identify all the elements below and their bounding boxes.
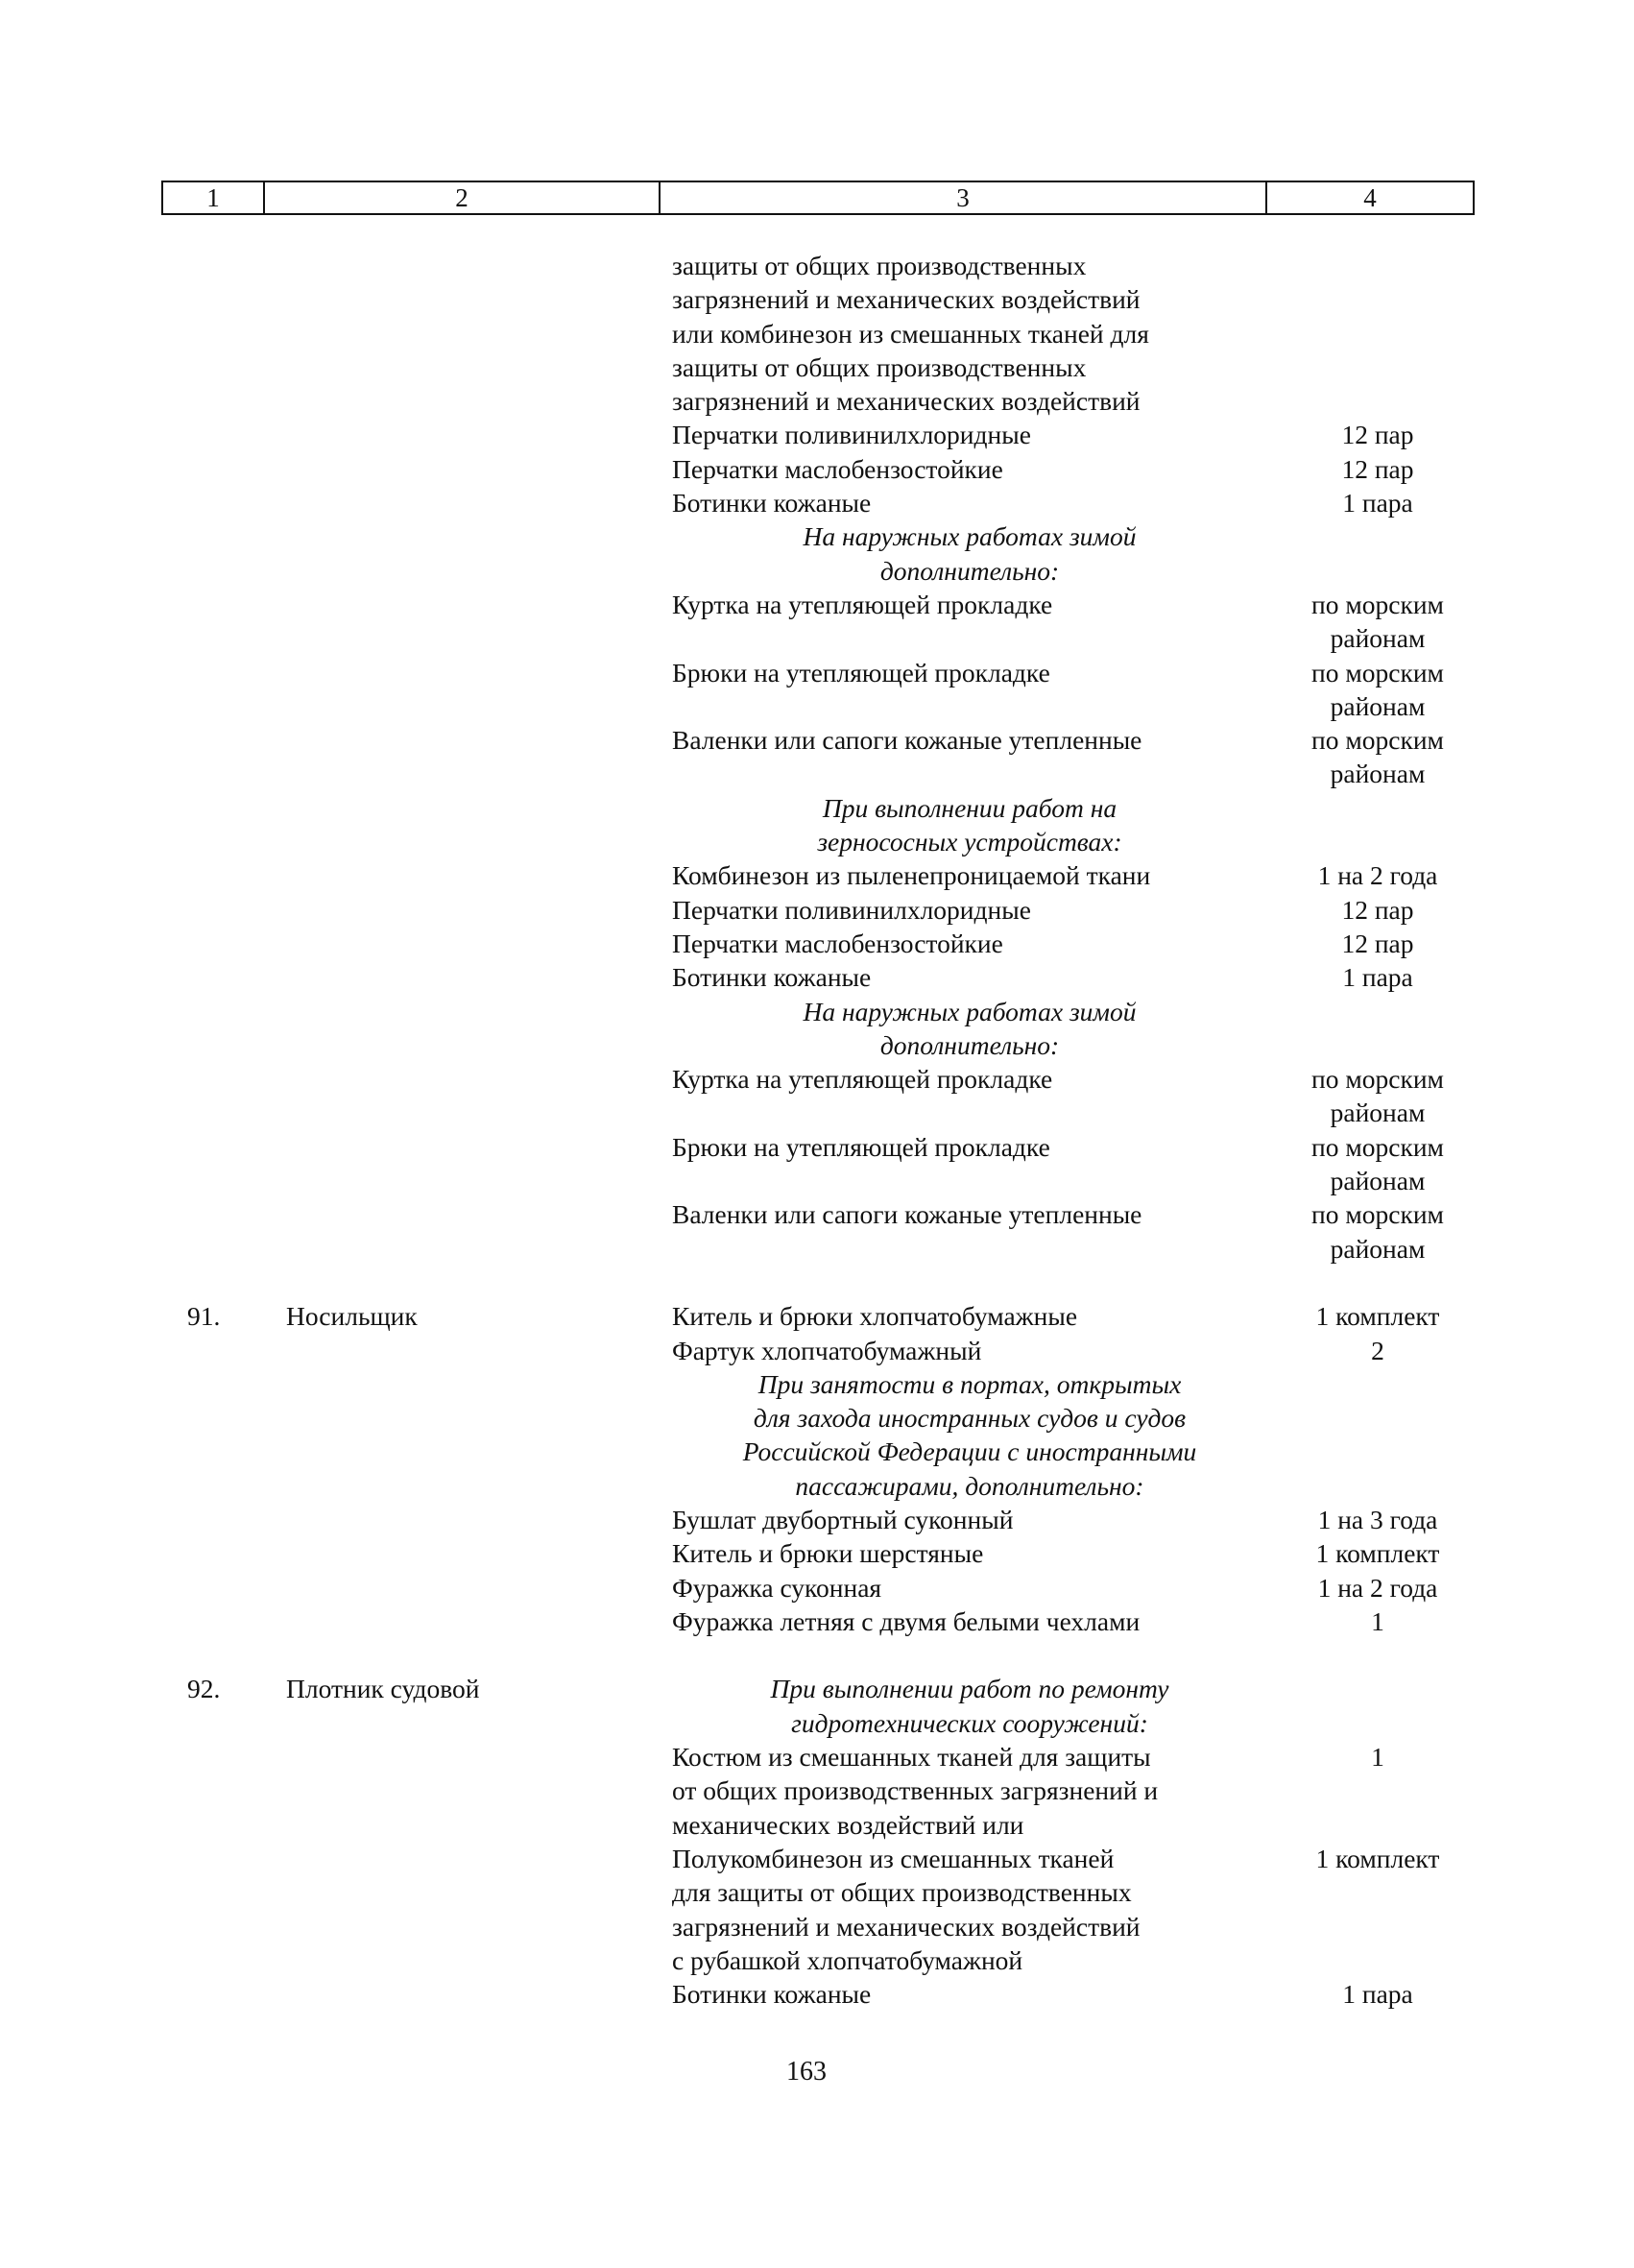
- section-subheading: для захода иностранных судов и судов: [753, 1403, 1187, 1434]
- item-quantity: по морским: [1311, 1199, 1444, 1230]
- section-subheading: При занятости в портах, открытых: [757, 1368, 1182, 1399]
- table-body: [0, 249, 1634, 2011]
- profession-name: Носильщик: [286, 1301, 418, 1332]
- item-quantity: 1 комплект: [1315, 1843, 1440, 1873]
- section-subheading: При выполнении работ на: [822, 792, 1117, 823]
- item-quantity: 1 комплект: [1315, 1301, 1440, 1332]
- item-description: защиты от общих производственных: [672, 351, 1087, 382]
- table-row: [0, 893, 1634, 927]
- table-row: [0, 656, 1634, 689]
- table-row: [0, 1232, 1634, 1266]
- header-col-2: 2: [265, 182, 661, 213]
- item-description: Фартук хлопчатобумажный: [672, 1335, 982, 1365]
- table-row: [0, 588, 1634, 621]
- item-description: Куртка на утепляющей прокладке: [672, 589, 1053, 619]
- section-subheading: дополнительно:: [879, 555, 1060, 586]
- item-description: Бушлат двубортный суконный: [672, 1504, 1014, 1534]
- header-col-4: 4: [1363, 183, 1377, 212]
- item-description: Перчатки маслобензостойкие: [672, 453, 1003, 484]
- item-description: Перчатки поливинилхлоридные: [672, 894, 1031, 925]
- item-description: для защиты от общих производственных: [672, 1877, 1132, 1908]
- item-description: Перчатки поливинилхлоридные: [672, 420, 1031, 450]
- item-quantity: районам: [1330, 690, 1426, 721]
- item-quantity: 12 пар: [1341, 453, 1414, 484]
- table-row: [0, 384, 1634, 418]
- section-subheading: гидротехнических сооружений:: [791, 1707, 1148, 1738]
- table-row: [0, 723, 1634, 757]
- item-description: Китель и брюки шерстяные: [672, 1538, 984, 1569]
- item-quantity: районам: [1330, 1233, 1426, 1264]
- table-row: [0, 1571, 1634, 1604]
- table-row: [0, 249, 1634, 282]
- item-quantity: районам: [1330, 623, 1426, 654]
- item-description: Брюки на утепляющей прокладке: [672, 657, 1050, 688]
- table-row: [0, 1401, 1634, 1435]
- item-quantity: 1 на 2 года: [1317, 1572, 1438, 1603]
- table-row: [0, 825, 1634, 858]
- header-col-1: 1: [163, 182, 265, 213]
- table-row: [0, 927, 1634, 960]
- section-subheading: зернососных устройствах:: [817, 827, 1122, 857]
- table-row: [0, 1604, 1634, 1638]
- item-description: Ботинки кожаные: [672, 1979, 872, 2010]
- item-description: Валенки или сапоги кожаные утепленные: [672, 1199, 1142, 1230]
- section-subheading: При выполнении работ по ремонту: [770, 1674, 1169, 1704]
- item-description: Китель и брюки хлопчатобумажные: [672, 1301, 1078, 1332]
- table-row: [0, 1367, 1634, 1401]
- table-row: [0, 1028, 1634, 1062]
- item-quantity: 1 пара: [1342, 1979, 1413, 2010]
- item-description: с рубашкой хлопчатобумажной: [672, 1944, 1023, 1975]
- item-quantity: 12 пар: [1341, 420, 1414, 450]
- table-row: [0, 418, 1634, 451]
- table-row: [0, 1197, 1634, 1231]
- table-row: [0, 1536, 1634, 1570]
- item-description: механических воздействий или: [672, 1809, 1024, 1840]
- item-description: Полукомбинезон из смешанных тканей: [672, 1843, 1115, 1873]
- table-row: [0, 1062, 1634, 1096]
- table-row: [0, 995, 1634, 1028]
- table-row: [0, 317, 1634, 350]
- table-row: [0, 960, 1634, 994]
- item-quantity: по морским: [1311, 589, 1444, 619]
- item-quantity: 12 пар: [1341, 894, 1414, 925]
- table-row: [0, 1503, 1634, 1536]
- table-row: [0, 1808, 1634, 1842]
- item-quantity: 1 пара: [1342, 488, 1413, 519]
- table-row: [0, 1943, 1634, 1977]
- table-row: [0, 1638, 1634, 1672]
- table-row: [0, 1096, 1634, 1129]
- item-description: защиты от общих производственных: [672, 251, 1087, 280]
- section-subheading: пассажирами, дополнительно:: [795, 1470, 1144, 1501]
- table-row: [0, 1469, 1634, 1503]
- table-row: [0, 1842, 1634, 1875]
- item-description: загрязнений и механических воздействий: [672, 1911, 1141, 1942]
- section-subheading: На наружных работах зимой: [803, 521, 1137, 552]
- table-row: [0, 1706, 1634, 1740]
- table-row: [0, 486, 1634, 519]
- item-description: загрязнений и механических воздействий: [672, 386, 1141, 417]
- section-subheading: дополнительно:: [879, 1029, 1060, 1060]
- item-quantity: 2: [1371, 1335, 1384, 1365]
- table-row: [0, 1334, 1634, 1367]
- item-quantity: 1 на 2 года: [1317, 860, 1438, 891]
- item-quantity: районам: [1330, 1166, 1426, 1196]
- table-row: [0, 1299, 1634, 1333]
- table-row: [0, 1266, 1634, 1299]
- item-quantity: по морским: [1311, 657, 1444, 688]
- item-description: Валенки или сапоги кожаные утепленные: [672, 725, 1142, 756]
- table-row: [0, 1740, 1634, 1773]
- item-description: или комбинезон из смешанных тканей для: [672, 318, 1149, 349]
- table-row: [0, 519, 1634, 553]
- table-row: [0, 1130, 1634, 1164]
- item-description: Перчатки маслобензостойкие: [672, 928, 1003, 958]
- item-quantity: по морским: [1311, 725, 1444, 756]
- row-number: 91.: [187, 1301, 221, 1332]
- header-col-3: 3: [661, 182, 1267, 213]
- table-header: [161, 181, 1475, 215]
- item-description: Фуражка летняя с двумя белыми чехлами: [672, 1605, 1141, 1636]
- table-row: [0, 282, 1634, 316]
- item-quantity: 12 пар: [1341, 928, 1414, 958]
- item-description: Ботинки кожаные: [672, 488, 872, 519]
- table-row: [0, 757, 1634, 790]
- item-description: от общих производственных загрязнений и: [672, 1775, 1159, 1806]
- page-number: 163: [786, 2057, 827, 2087]
- item-description: Фуражка суконная: [672, 1572, 882, 1603]
- item-description: Куртка на утепляющей прокладке: [672, 1064, 1053, 1095]
- table-row: [0, 1910, 1634, 1943]
- item-description: Комбинезон из пыленепроницаемой ткани: [672, 860, 1151, 891]
- table-row: [0, 452, 1634, 486]
- item-quantity: 1 на 3 года: [1317, 1504, 1438, 1534]
- table-row: [0, 791, 1634, 825]
- table-row: [0, 554, 1634, 588]
- item-quantity: 1: [1371, 1605, 1384, 1636]
- item-quantity: 1 комплект: [1315, 1538, 1440, 1569]
- table-row: [0, 621, 1634, 655]
- item-quantity: районам: [1330, 759, 1426, 789]
- table-row: [0, 1435, 1634, 1468]
- item-quantity: районам: [1330, 1098, 1426, 1128]
- profession-name: Плотник судовой: [286, 1674, 480, 1704]
- item-quantity: 1: [1371, 1742, 1384, 1773]
- table-row: [0, 1773, 1634, 1807]
- item-description: Костюм из смешанных тканей для защиты: [672, 1742, 1151, 1773]
- item-quantity: 1 пара: [1342, 962, 1413, 993]
- table-row: [0, 350, 1634, 384]
- table-row: [0, 858, 1634, 892]
- item-description: загрязнений и механических воздействий: [672, 284, 1141, 315]
- table-row: [0, 1672, 1634, 1705]
- item-quantity: по морским: [1311, 1131, 1444, 1162]
- table-row: [0, 1977, 1634, 2011]
- table-row: [0, 1164, 1634, 1197]
- table-row: [0, 689, 1634, 723]
- section-subheading: Российской Федерации с иностранными: [742, 1436, 1197, 1467]
- table-row: [0, 1875, 1634, 1909]
- item-quantity: по морским: [1311, 1064, 1444, 1095]
- item-description: Ботинки кожаные: [672, 962, 872, 993]
- item-description: Брюки на утепляющей прокладке: [672, 1131, 1050, 1162]
- section-subheading: На наружных работах зимой: [803, 996, 1137, 1026]
- row-number: 92.: [187, 1674, 221, 1704]
